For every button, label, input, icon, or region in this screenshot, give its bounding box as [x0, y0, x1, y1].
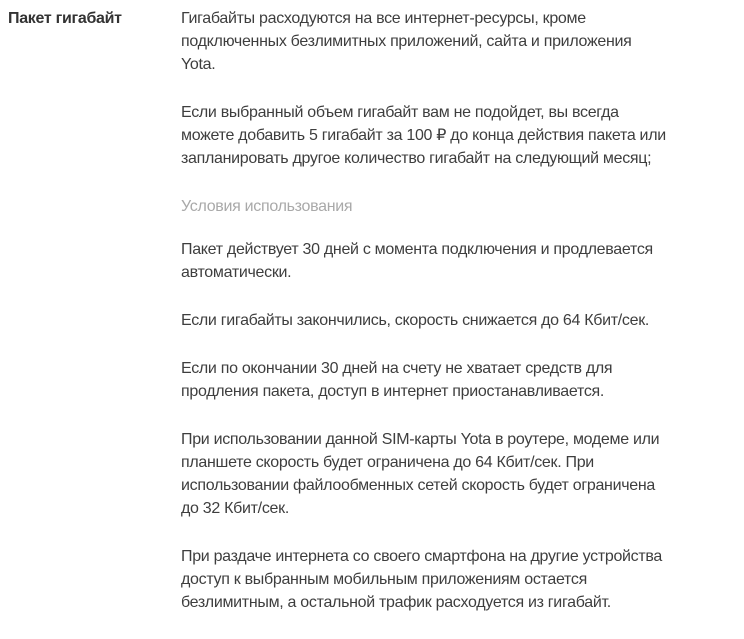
row-title: Пакет гигабайт: [8, 10, 122, 27]
terms-paragraph: При использовании данной SIM-карты Yota в роутере, модеме или планшете скорость будет ограничена до 64 Кбит/сек. При использовании файлообменных сетей скорость будет ограничена до 32 Кбит/сек.: [181, 431, 660, 517]
terms-paragraph: Если гигабайты закончились, скорость снижается до 64 Кбит/сек.: [181, 312, 650, 329]
usage-terms-heading: Условия использования: [181, 198, 353, 215]
description-paragraph: Гигабайты расходуются на все интернет-ресурсы, кроме подключенных безлимитных приложений, сайта и приложения Yota.: [181, 10, 632, 73]
row-label-column: [8, 7, 181, 30]
terms-paragraph: Пакет действует 30 дней с момента подключения и продлевается автоматически.: [181, 241, 653, 281]
terms-paragraph: Если по окончании 30 дней на счету не хватает средств для продления пакета, доступ в интернет приостанавливается.: [181, 360, 613, 400]
tariff-description: [181, 7, 668, 639]
description-paragraph: Если выбранный объем гигабайт вам не подойдет, вы всегда можете добавить 5 гигабайт за 100 ₽ до конца действия пакета или запланировать другое количество гигабайт на следующий месяц;: [181, 104, 666, 167]
terms-paragraph: При раздаче интернета со своего смартфона на другие устройства доступ к выбранным мобильным приложениям остается безлимитным, а остальной трафик расходуется из гигабайт.: [181, 548, 663, 611]
